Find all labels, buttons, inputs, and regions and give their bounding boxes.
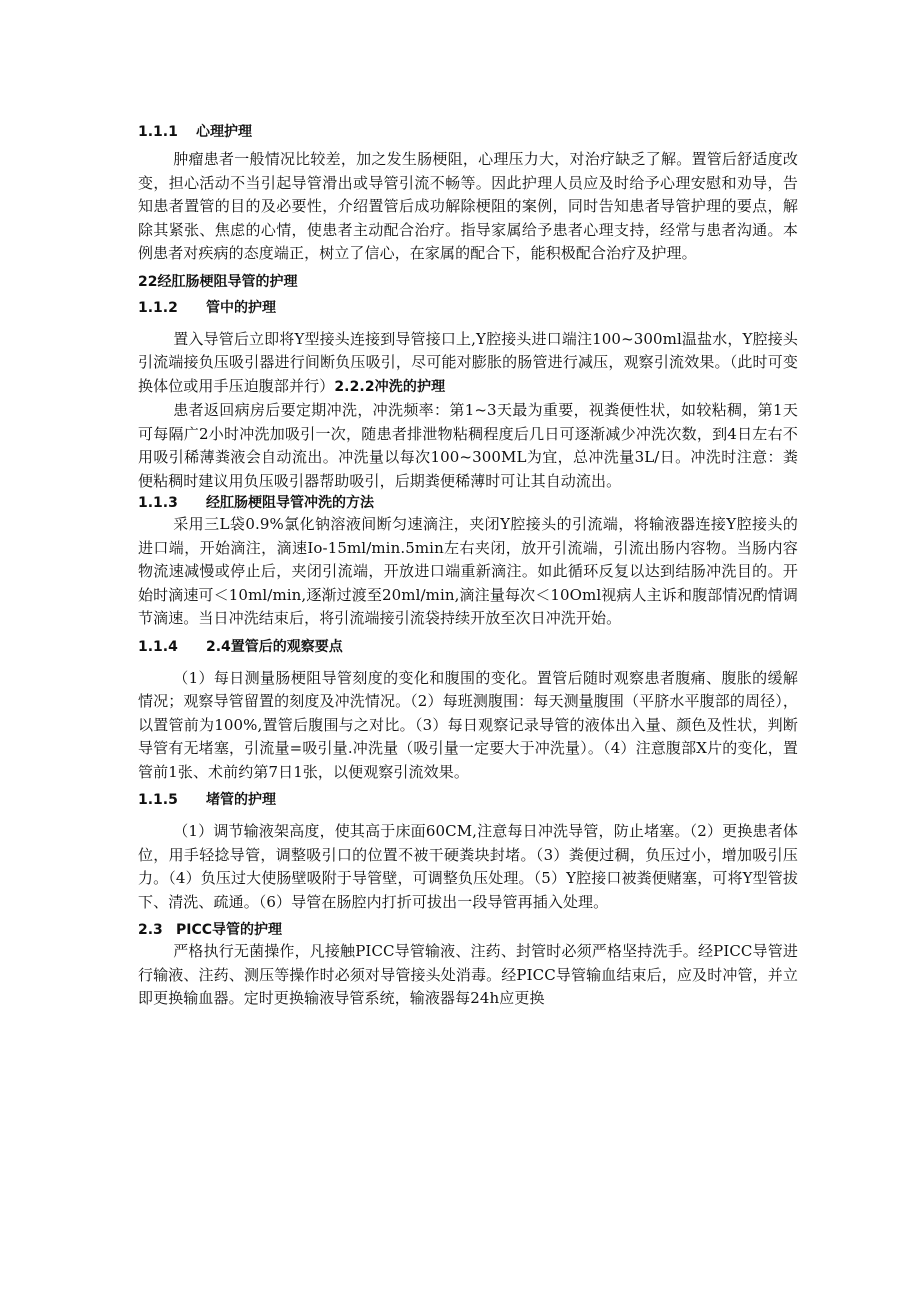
section-body-1-1-1: 肿瘤患者一般情况比较差，加之发生肠梗阻，心理压力大，对治疗缺乏了解。置管后舒适度改变，担心活动不当引起导管滑出或导管引流不畅等。因此护理人员应及时给予心理安慰和劝导，告知患者置管的目的及必要性，介绍置管后成功解除梗阻的案例，同时告知患者导管护理的要点，解除其紧张、焦虑的心情，使患者主动配合治疗。指导家属给予患者心理支持，经常与患者沟通。本例患者对疾病的态度端正，树立了信心，在家属的配合下，能积极配合治疗及护理。 xyxy=(138,150,798,262)
section-title: 堵管的护理 xyxy=(206,792,276,808)
section-heading-1-1-1 xyxy=(138,122,798,142)
section-title: 2.4置管后的观察要点 xyxy=(206,638,343,655)
section-number: 2.3 xyxy=(138,922,163,938)
document-page xyxy=(138,119,798,1011)
section-heading-22 xyxy=(138,272,798,292)
section-title: 心理护理 xyxy=(196,124,252,140)
section-number: 1.1.1 xyxy=(138,124,178,140)
section-heading-1-1-2 xyxy=(138,298,798,318)
inline-heading-2-2-2: 2.2.2冲洗的护理 xyxy=(334,378,446,395)
section-body-1-1-2 xyxy=(138,328,798,400)
section-number: 1.1.2 xyxy=(138,299,178,316)
section-title: 22经肛肠梗阻导管的护理 xyxy=(138,273,298,290)
section-heading-1-1-4 xyxy=(138,637,798,657)
section-number: 1.1.4 xyxy=(138,638,178,655)
section-title: PICC导管的护理 xyxy=(176,922,283,938)
section-heading-2-3 xyxy=(138,920,798,940)
section-heading-1-1-5 xyxy=(138,790,798,810)
body-text: 置入导管后立即将Y型接头连接到导管接口上,Y腔接头进口端注100~300ml温盐水，Y腔接头引流端接负压吸引器进行间断负压吸引，尽可能对膨胀的肠管进行减压，观察引流效果。（此时可变换体位或用手压迫腹部并行） xyxy=(138,329,798,395)
section-number: 1.1.5 xyxy=(138,792,178,808)
section-body-1-1-4: （1）每日测量肠梗阻导管刻度的变化和腹围的变化。置管后随时观察患者腹痛、腹胀的缓解情况；观察导管留置的刻度及冲洗情况。（2）每班测腹围：每天测量腹围（平脐水平腹部的周径），以置管前为100%,置管后腹围与之对比。（3）每日观察记录导管的液体出入量、颜色及性状，判断导管有无堵塞，引流量=吸引量.冲洗量（吸引量一定要大于冲洗量）。（4）注意腹部X片的变化，置管前1张、术前约第7日1张，以便观察引流效果。 xyxy=(138,668,798,781)
section-body-2-2-2: 患者返回病房后要定期冲洗，冲洗频率：第1~3天最为重要，视粪便性状，如较粘稠，第1天可每隔广2小时冲洗加吸引一次，随患者排泄物粘稠程度后几日可逐渐减少冲洗次数，到4日左右不用吸引稀薄粪液会自动流出。冲洗量以每次100~300ML为宜，总冲洗量3L/日。冲洗时注意：粪便粘稠时建议用负压吸引器帮助吸引，后期粪便稀薄时可让其自动流出。 xyxy=(138,401,798,490)
section-heading-1-1-3 xyxy=(138,493,798,513)
section-body-1-1-3: 采用三L袋0.9%氯化钠溶液间断匀速滴注，夹闭Y腔接头的引流端，将输液器连接Y腔接头的进口端，开始滴注，滴速Io-15ml∕min.5min左右夹闭，放开引流端，引流出肠内容物。当肠内容物流速减慢或停止后，夹闭引流端，开放进口端重新滴注。如此循环反复以达到结肠冲洗目的。开始时滴速可＜10ml∕min,逐渐过渡至20ml∕min,滴注量每次＜10Oml视病人主诉和腹部情况酌情调节滴速。当日冲洗结束后，将引流端接引流袋持续开放至次日冲洗开始。 xyxy=(138,515,798,627)
section-body-2-3: 严格执行无菌操作，凡接触PICC导管输液、注药、封管时必须严格坚持洗手。经PICC导管进行输液、注药、测压等操作时必须对导管接头处消毒。经PICC导管输血结束后，应及时冲管，并立即更换输血器。定时更换输液导管系统，输液器每24h应更换 xyxy=(138,942,798,1007)
section-title: 管中的护理 xyxy=(206,299,276,316)
section-body-1-1-5: （1）调节输液架高度，使其高于床面60CM,注意每日冲洗导管，防止堵塞。（2）更换患者体位，用手轻捻导管，调整吸引口的位置不被干硬粪块封堵。（3）粪便过稠，负压过小，增加吸引压力。（4）负压过大使肠壁吸附于导管壁，可调整负压处理。（5）Y腔接口被粪便赌塞，可将Y型管拔下、清洗、疏通。（6）导管在肠腔内打折可拔出一段导管再插入处理。 xyxy=(138,822,798,911)
section-title: 经肛肠梗阻导管冲洗的方法 xyxy=(206,495,374,511)
section-number: 1.1.3 xyxy=(138,495,178,511)
